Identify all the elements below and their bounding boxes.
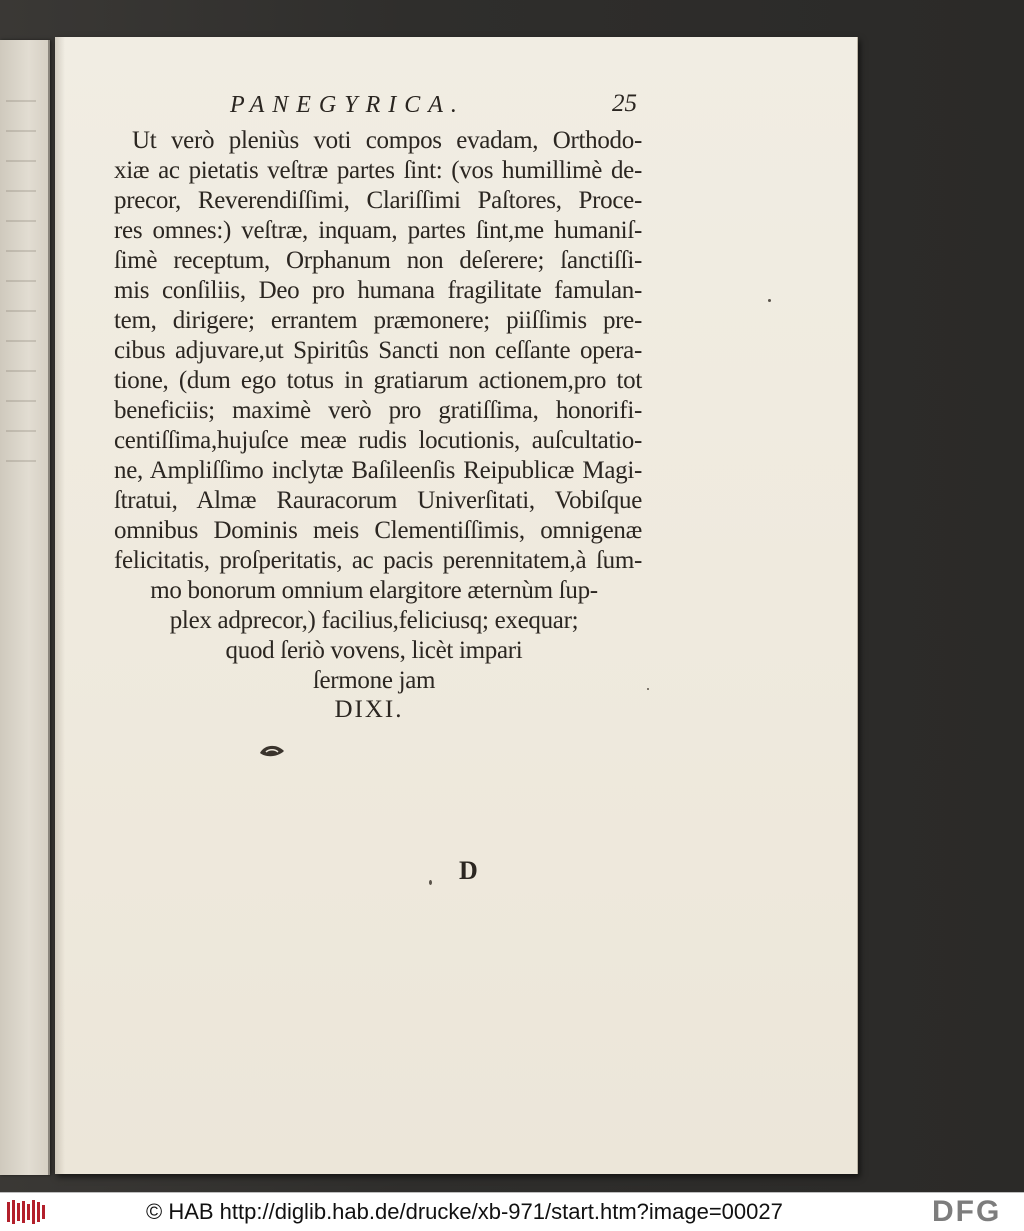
ghost-text-line <box>6 430 36 432</box>
text-line: Ut verò pleniùs voti compos evadam, Orthodo- <box>132 127 642 154</box>
text-line: mo bonorum omnium elargitore æternùm ſup- <box>150 577 598 604</box>
text-line: tem, dirigere; errantem præmonere; piiſſimis pre- <box>114 307 642 334</box>
ghost-text-line <box>6 160 36 162</box>
text-line: precor, Reverendiſſimi, Clariſſimi Paſtores, Proce- <box>114 187 642 214</box>
paper-speck <box>429 880 432 885</box>
text-line: ſermone jam <box>312 667 436 694</box>
text-line: beneficiis; maximè verò pro gratiſſima, honorifi- <box>114 397 642 424</box>
ghost-text-line <box>6 250 36 252</box>
ghost-text-line <box>6 100 36 102</box>
text-line: cibus adjuvare,ut Spiritûs Sancti non ceſſante opera- <box>114 337 642 364</box>
ghost-text-line <box>6 340 36 342</box>
text-line: ſimè receptum, Orphanum non deſerere; ſanctiſſi- <box>114 247 642 274</box>
text-line: omnibus Dominis meis Clementiſſimis, omnigenæ <box>114 517 642 544</box>
ghost-text-line <box>6 190 36 192</box>
paper-speck <box>647 688 649 690</box>
copyright-link[interactable]: © HAB http://diglib.hab.de/drucke/xb-971/start.htm?image=00027 <box>146 1199 783 1224</box>
previous-page-edge <box>0 40 50 1175</box>
text-line: res omnes:) veſtræ, inquam, partes ſint,me humaniſ- <box>114 217 642 244</box>
ghost-text-line <box>6 370 36 372</box>
text-line: mis conſiliis, Deo pro humana fragilitate famulan- <box>114 277 642 304</box>
ghost-text-line <box>6 400 36 402</box>
signature-mark: D <box>459 856 478 885</box>
text-line: tione, (dum ego totus in gratiarum actionem,pro tot <box>114 367 642 394</box>
ghost-text-line <box>6 220 36 222</box>
ghost-text-line <box>6 280 36 282</box>
text-line: quod ſeriò vovens, licèt impari <box>225 637 523 664</box>
paper-speck <box>768 299 771 302</box>
text-line: ne, Ampliſſimo inclytæ Baſileenſis Reipublicæ Magi- <box>114 457 642 484</box>
text-line: ſtratui, Almæ Rauracorum Univerſitati, Vobiſque <box>114 487 642 514</box>
ghost-text-line <box>6 130 36 132</box>
page-number: 25 <box>612 90 637 117</box>
text-line: centiſſima,hujuſce meæ rudis locutionis, auſcultatio- <box>114 427 642 454</box>
hab-logo-icon <box>6 1199 46 1225</box>
text-line: xiæ ac pietatis veſtræ partes ſint: (vos humillimè de- <box>114 157 642 184</box>
footer-bar <box>0 1192 1024 1231</box>
ghost-text-line <box>6 310 36 312</box>
closing-word: DIXI. <box>334 696 404 723</box>
ornament-icon <box>258 743 286 759</box>
running-title: PANEGYRICA. <box>230 92 465 118</box>
text-line: plex adprecor,) facilius,feliciusq; exequar; <box>169 607 579 634</box>
ghost-text-line <box>6 460 36 462</box>
text-line: felicitatis, proſperitatis, ac pacis perennitatem,à ſum- <box>114 547 642 574</box>
dfg-logo: DFG <box>932 1195 1002 1228</box>
